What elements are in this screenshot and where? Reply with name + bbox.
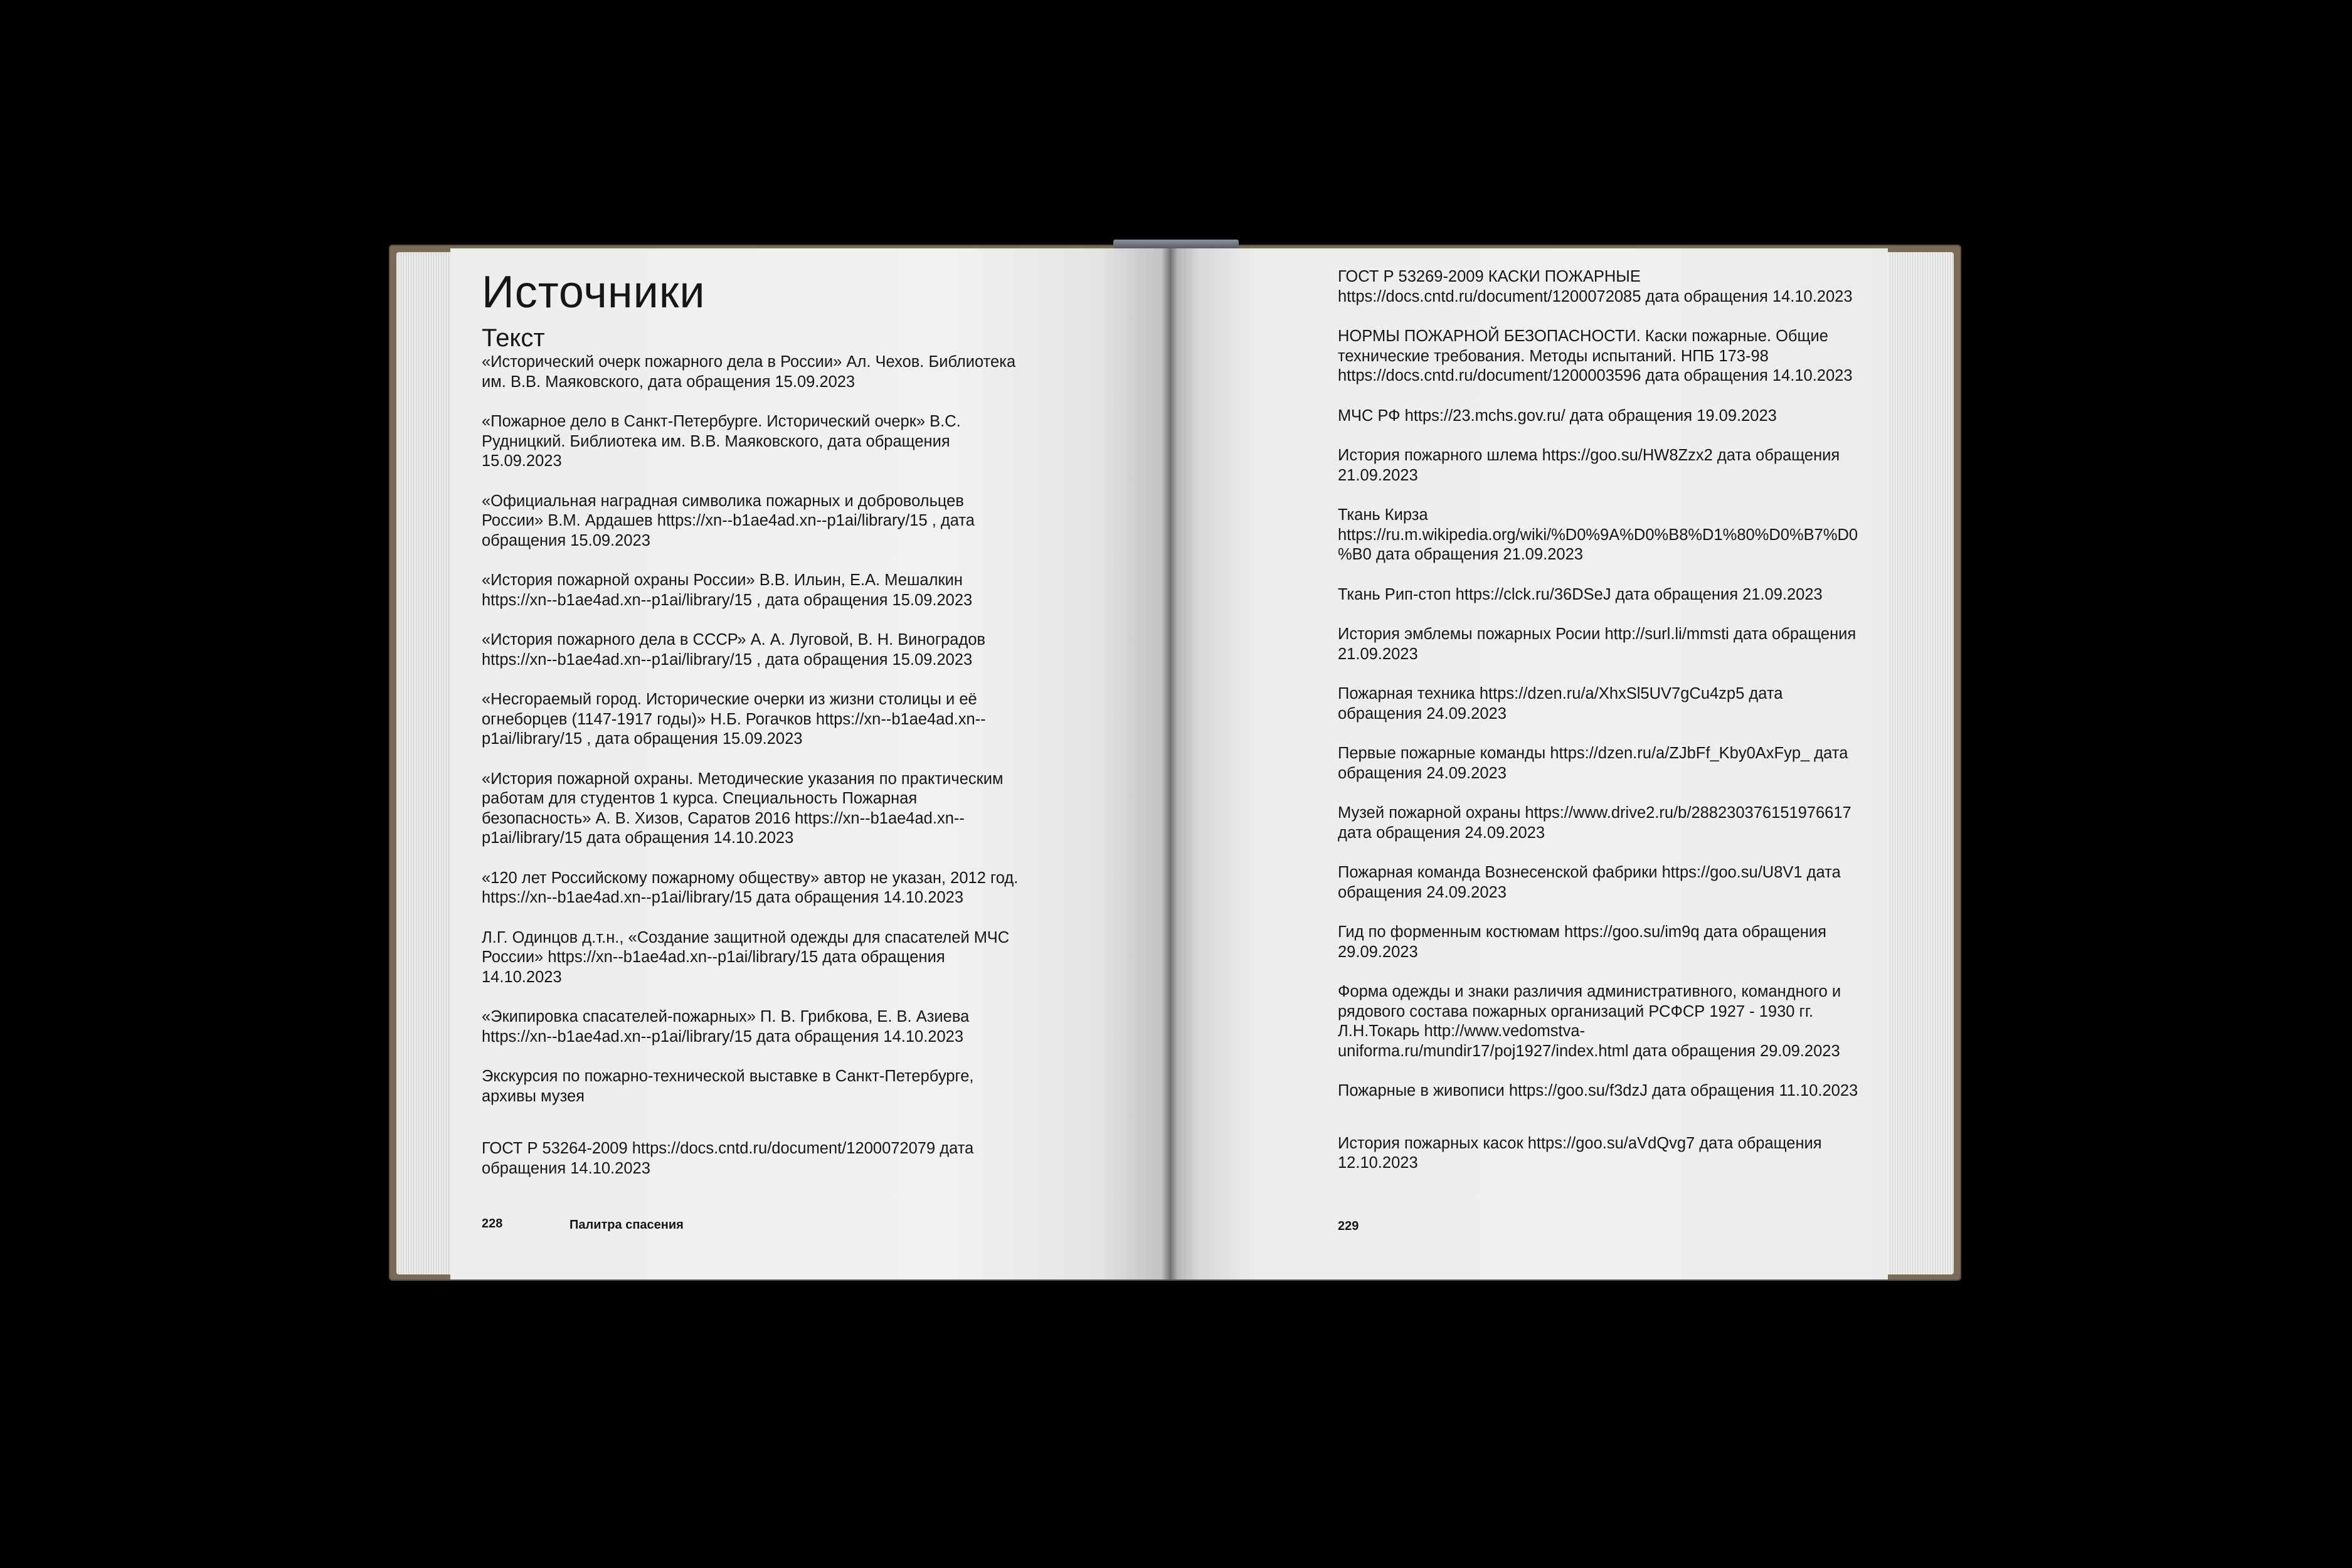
right-page-content [1338, 267, 1858, 1194]
source-entry: «Пожарное дело в Санкт-Петербурге. Исторический очерк» В.С. Рудницкий. Библиотека им. В.В. Маяковского, дата обращения 15.09.2023 [482, 413, 961, 470]
source-entry: «120 лет Российскому пожарному обществу» автор не указан, 2012 год. https://xn--b1ae4ad.xn--p1ai/library/15 дата обращения 14.10.2023 [482, 869, 1019, 906]
source-entry: История пожарного шлема https://goo.su/HW8Zzx2 дата обращения 21.09.2023 [1338, 447, 1840, 484]
source-entry: Первые пожарные команды https://dzen.ru/a/ZJbFf_Kby0AxFyp_ дата обращения 24.09.2023 [1338, 744, 1848, 782]
book-gutter [1162, 248, 1178, 1279]
source-entry: «Официальная наградная символика пожарных и добровольцев России» В.М. Ардашев https://xn--b1ae4ad.xn--p1ai/library/15 , дата обращения 15.09.2023 [482, 492, 975, 549]
source-entry: НОРМЫ ПОЖАРНОЙ БЕЗОПАСНОСТИ. Каски пожарные. Общие технические требования. Методы испытаний. НПБ 173-98 https://docs.cntd.ru/document/1200003596 дата обращения 14.10.2023 [1338, 327, 1853, 384]
source-entry: Ткань Рип-стоп https://clck.ru/36DSeJ дата обращения 21.09.2023 [1338, 585, 1823, 603]
source-entry: «История пожарного дела в СССР» А. А. Луговой, В. Н. Виноградов https://xn--b1ae4ad.xn--p1ai/library/15 , дата обращения 15.09.2023 [482, 631, 986, 669]
running-title: Палитра спасения [569, 1218, 684, 1232]
source-entry: Форма одежды и знаки различия административного, командного и рядового состава пожарных организаций РСФСР 1927 - 1930 гг. Л.Н.Токарь http://www.vedomstva-uniforma.ru/mundir17/poj1927/index.html дата обращения 29.09.2023 [1338, 983, 1841, 1060]
section-subtitle: Текст [482, 324, 545, 352]
page-number-right: 229 [1338, 1219, 1359, 1233]
source-entry: Экскурсия по пожарно-технической выставке в Санкт-Петербурге, архивы музея [482, 1067, 974, 1105]
source-entry: Пожарная команда Вознесенской фабрики https://goo.su/U8V1 дата обращения 24.09.2023 [1338, 864, 1841, 901]
page-edges-right [1885, 252, 1954, 1274]
source-entry: Л.Г. Одинцов д.т.н., «Создание защитной одежды для спасателей МЧС России» https://xn--b1ae4ad.xn--p1ai/library/15 дата обращения 14.10.2023 [482, 928, 1010, 986]
source-entry: «История пожарной охраны России» В.В. Ильин, Е.А. Мешалкин https://xn--b1ae4ad.xn--p1ai/library/15 , дата обращения 15.09.2023 [482, 571, 973, 609]
source-entry: Ткань Кирза https://ru.m.wikipedia.org/wiki/%D0%9A%D0%B8%D1%80%D0%B7%D0%B0 дата обращения 21.09.2023 [1338, 506, 1858, 563]
source-entry: История пожарных касок https://goo.su/aVdQvg7 дата обращения 12.10.2023 [1338, 1134, 1822, 1172]
source-entry: «Несгораемый город. Исторические очерки из жизни столицы и её огнеборцев (1147-1917 годы)» Н.Б. Рогачков https://xn--b1ae4ad.xn--p1ai/library/15 , дата обращения 15.09.2023 [482, 691, 986, 748]
source-entry: ГОСТ Р 53269-2009 КАСКИ ПОЖАРНЫЕ https://docs.cntd.ru/document/1200072085 дата обращения 14.10.2023 [1338, 268, 1853, 305]
source-entry: ГОСТ Р 53264-2009 https://docs.cntd.ru/document/1200072079 дата обращения 14.10.2023 [482, 1140, 974, 1177]
source-entry: История эмблемы пожарных Росии http://surl.li/mmsti дата обращения 21.09.2023 [1338, 625, 1857, 663]
source-entry: Гид по форменным костюмам https://goo.su/im9q дата обращения 29.09.2023 [1338, 923, 1826, 961]
source-entry: «Исторический очерк пожарного дела в России» Ал. Чехов. Библиотека им. В.В. Маяковского, дата обращения 15.09.2023 [482, 353, 1016, 391]
source-entry: Пожарные в живописи https://goo.su/f3dzJ дата обращения 11.10.2023 [1338, 1082, 1858, 1099]
page-title: Источники [482, 267, 706, 317]
source-entry: МЧС РФ https://23.mchs.gov.ru/ дата обращения 19.09.2023 [1338, 406, 1777, 425]
source-entry: «Экипировка спасателей-пожарных» П. В. Грибкова, Е. В. Азиева https://xn--b1ae4ad.xn--p1ai/library/15 дата обращения 14.10.2023 [482, 1008, 970, 1046]
source-entry: Пожарная техника https://dzen.ru/a/XhxSl5UV7gCu4zp5 дата обращения 24.09.2023 [1338, 685, 1783, 723]
source-entry: «История пожарной охраны. Методические указания по практическим работам для студентов 1 курса. Специальность Пожарная безопасность» А. В. Хизов, Саратов 2016 https://xn--b1ae4ad.xn--p1ai/library/15 дата обращения 14.10.2023 [482, 770, 1004, 847]
left-page-content [482, 263, 1021, 1199]
page-number-left: 228 [482, 1217, 503, 1231]
source-entry: Музей пожарной охраны https://www.drive2.ru/b/288230376151976617 дата обращения 24.09.2023 [1338, 804, 1851, 842]
page-edges-left [396, 252, 457, 1274]
